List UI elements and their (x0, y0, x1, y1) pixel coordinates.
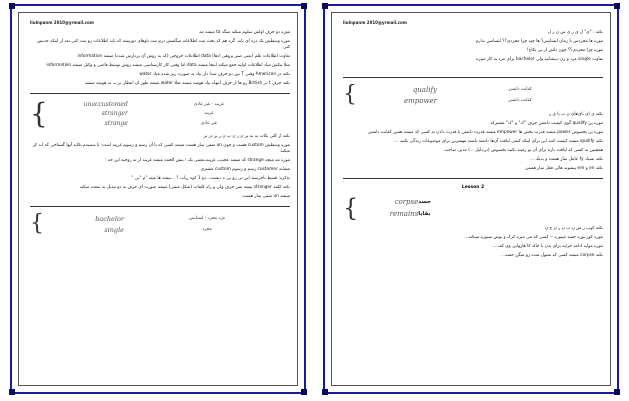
paragraph: نکته جرف t در British رو ها از حرف انتهاه بیاد هوشه میشه مثلا water میشه طور ان انتظار تر ب یه هوشه میشه (84, 81, 290, 86)
vocab-group (30, 97, 290, 130)
author-email: liulnpanm 2010@yrmail.com (343, 20, 407, 25)
paragraph: نکته qualify میشه کیفیت کنند این برای اینکه کسی لیاقت آن‌ها داشته باشند مهمترین برای موضوعات زندگی بکنید ... (394, 139, 603, 144)
vocab-meaning-fa: کفایت داشتن (508, 87, 532, 92)
vocab-meaning-fa: جسد (418, 199, 432, 205)
vocab-word-en: empower (404, 96, 437, 105)
divider (30, 206, 290, 207)
paragraph: م‍وره وسطش custom هست و چون un منفی ساز هست میشه کسی که با آن رسم و رسوم غریبه است؛ با ستنیدم تکایه آنها گستاخی که اند کر میکنه (32, 143, 290, 154)
vocab-meaning-fa: غریبه (204, 111, 214, 117)
paragraph: نکته از کلی نکات به یه بر ن ز ن ب ن ر یر در بر (203, 134, 290, 139)
paragraph: م‍وره چرا مجردی؟؟ چون دلش از بی نکاح! (526, 48, 603, 53)
vocab-word-en: strange (104, 119, 128, 127)
corner-ornament (301, 3, 307, 9)
brace-symbol: { (30, 211, 44, 236)
paragraph: تعاوت اطلاعات علم (یعنی صبر پزوهی ادها) data اطلاعات خروجی (که به روش آن پردازش شده) میشه information (77, 54, 290, 59)
corner-ornament (322, 389, 328, 395)
corner-ornament (9, 389, 15, 395)
paragraph: مثلا نیکش میاد اطلاعات اولیه جمع میکنه اینجا میشه data اما وقتی کار کارشناسی میشه روش توسط قاضی و وکیل میشه information (46, 63, 290, 68)
vocab-meaning-fa: غیر عادی (200, 120, 218, 126)
paragraph: مشابه customer رسم و رسوم custom مشتری (200, 167, 290, 172)
vocab-group (343, 84, 603, 106)
paragraph: تفاوت single مرد و زن دبیشانیه ولی bachelor برای مرد به کار میبره (476, 57, 603, 62)
brace-symbol: { (30, 97, 48, 130)
paragraph: م‍وره مه میچه strange که میشه عجیب، غریبه،بعضی یک ؛ بیش الحمه میشه غریبه از ته روحیه این جه ؛ (105, 158, 290, 163)
paragraph: نکته : "ی" ل ی ر ی س ن ر ل (547, 30, 603, 35)
brace-symbol: { (343, 82, 357, 107)
paragraph: نکته کلمه stranger بیشه بس حرف ولی و راه کلمات (شکل منفی) میشه صورت ای حرف به دو تبدیل به سعت میکنه (79, 185, 290, 190)
divider (30, 93, 290, 94)
vocab-word-en: unaccustomed (83, 101, 128, 109)
paragraph: م‍وره مواید ادامه جزئیه برای بدن با حاله کا هاروایی وی کف ... (491, 244, 603, 249)
paragraph: م‍وره ین بخصوص power میشه قدرت بخش ها empower میشه قدرت داشتن یا قدرت دادن به کسی که میشه همین کفایت داشتن (368, 130, 603, 135)
corner-ornament (614, 389, 620, 395)
corner-ornament (9, 3, 15, 9)
paragraph: همچنین به کسی که لیاقت داره برای آن تو زمینه بکنید بخصوص (بی‌دلیل ...) مدیر، صاحب (444, 148, 603, 153)
paragraph: م‍وره ین qualify گوی کیفیت داشتن جرف "ک" و "ک" مشترکه (490, 121, 603, 126)
author-email: liulnpanm 2010@yrmail.com (30, 20, 94, 25)
vocab-meaning-fa: کفایت داشتن (508, 98, 532, 103)
corner-ornament (301, 389, 307, 395)
vocab-word-en: qualify (412, 85, 437, 94)
paragraph: نکته بسیاد fy عامل ساز هست و بدیک ... (529, 157, 603, 162)
vocab-meaning-fa: غریبه - غیر عادی (193, 102, 224, 108)
divider (343, 77, 603, 78)
paragraph: تذکره: قسط ناخرسند این نی رو پی ه دیست...دو 1 کوه ریاب ؟ ...بیشه ها میثه "م "بی " (131, 176, 290, 181)
left-page (10, 4, 306, 394)
corner-ornament (614, 3, 620, 9)
paragraph: نکته کوپ ز س ن ب ن ر ن ج ن (545, 226, 603, 231)
vocab-group (343, 196, 603, 220)
corner-ornament (322, 3, 328, 9)
vocab-meaning-fa: مرد مجرد - لیسانس (188, 216, 226, 221)
paragraph: نکته en و em پیشوند هائی فعل ساز هستن (525, 166, 603, 171)
vocab-word-en: single (104, 225, 124, 234)
vocab-word-en: remains (389, 210, 419, 218)
paragraph: نکته در Americon وقتی T بین دو حرف صدا دار بیاد به صورت زیر شده میاد water (139, 72, 290, 77)
paragraph: میشه un منفی ساز هست. (241, 194, 290, 199)
right-content (343, 30, 603, 382)
divider (343, 178, 603, 179)
paragraph: نکته corpse میشه کسی که متتول شده رو میگن جسد... (501, 253, 603, 258)
paragraph: م‍وره وسطش یک ذره ای باید، گره هم که بحث ثبت اطلاعاته میگفتش درم تبت ناوهای دوربشه که باید اطلاعات رو ثبت کنی بعد از اینکه جدیش کنی (37, 39, 290, 50)
brace-symbol: { (343, 194, 359, 222)
paragraph: م‍‌وره دو جرف اولش سلوم میکنه میگه ta میشه مه (199, 30, 290, 35)
right-page (323, 4, 619, 394)
paragraph: م‍وره کور بوره جسد میبوره -- کسی که می میره کرک و بوش سبوره میبکنه... (464, 235, 603, 240)
vocab-meaning-fa: بقایا (418, 211, 431, 217)
paragraph: نکته ی ای با‌ی‌های ن ب یا ی ر (549, 112, 603, 117)
vocab-word-en: stranger (101, 110, 128, 118)
lesson-heading: Lesson 2 (461, 185, 485, 190)
left-content (30, 30, 290, 382)
vocab-meaning-fa: مجرد (202, 227, 212, 232)
vocab-word-en: corpse (394, 198, 419, 206)
vocab-group (30, 213, 290, 235)
vocab-word-en: bachelor (95, 214, 124, 223)
paragraph: م‍وره ها مجردس تا زمان لیسانس؟ ها چیه چرا مجردی؟؟ لیسانس ندارم (475, 39, 603, 44)
